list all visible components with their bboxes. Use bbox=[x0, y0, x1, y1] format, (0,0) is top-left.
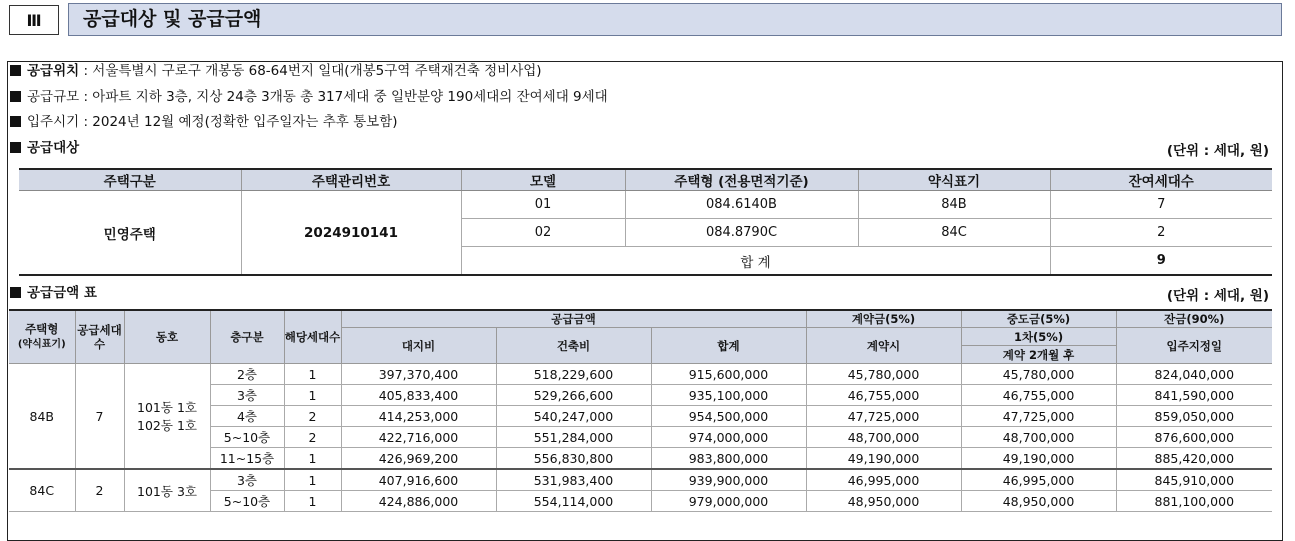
floor-cell: 5~10층 bbox=[210, 491, 284, 512]
price-table bbox=[9, 309, 1272, 512]
col-build: 건축비 bbox=[496, 328, 651, 364]
mid-payment-cell: 48,700,000 bbox=[961, 427, 1116, 448]
units-cell: 1 bbox=[284, 385, 341, 406]
sum-price-cell: 915,600,000 bbox=[651, 364, 806, 385]
sum-price-cell: 954,500,000 bbox=[651, 406, 806, 427]
count-cell: 2 bbox=[1050, 219, 1272, 247]
total-label: 합 계 bbox=[461, 247, 1050, 276]
balance-cell: 824,040,000 bbox=[1116, 364, 1272, 385]
build-price-cell: 556,830,800 bbox=[496, 448, 651, 470]
mid-payment-cell: 47,725,000 bbox=[961, 406, 1116, 427]
model-cell: 01 bbox=[461, 191, 625, 219]
dong-cell bbox=[124, 469, 210, 512]
balance-cell: 841,590,000 bbox=[1116, 385, 1272, 406]
units-cell: 2 bbox=[284, 406, 341, 427]
type-cell: 84C bbox=[9, 469, 75, 512]
deposit-cell: 49,190,000 bbox=[806, 448, 961, 470]
col-mid-sub2: 계약 2개월 후 bbox=[961, 346, 1116, 364]
col-dong: 동호 bbox=[124, 310, 210, 364]
col-balance: 잔금(90%) bbox=[1116, 310, 1272, 328]
build-price-cell: 518,229,600 bbox=[496, 364, 651, 385]
col-balance-sub: 입주지정일 bbox=[1116, 328, 1272, 364]
land-price-cell: 405,833,400 bbox=[341, 385, 496, 406]
sum-price-cell: 939,900,000 bbox=[651, 469, 806, 491]
table-row bbox=[9, 469, 1272, 491]
col-units: 해당세대수 bbox=[284, 310, 341, 364]
balance-cell: 885,420,000 bbox=[1116, 448, 1272, 470]
abbr-cell: 84C bbox=[858, 219, 1050, 247]
floor-cell: 5~10층 bbox=[210, 427, 284, 448]
balance-cell: 859,050,000 bbox=[1116, 406, 1272, 427]
col-model: 모델 bbox=[461, 169, 625, 191]
deposit-cell: 46,755,000 bbox=[806, 385, 961, 406]
table-row bbox=[9, 364, 1272, 385]
supply-target-title: 공급대상 bbox=[10, 139, 79, 157]
build-price-cell: 554,114,000 bbox=[496, 491, 651, 512]
total-count: 9 bbox=[1050, 247, 1272, 276]
supply-count-cell: 2 bbox=[75, 469, 124, 512]
count-cell: 7 bbox=[1050, 191, 1272, 219]
sum-price-cell: 935,100,000 bbox=[651, 385, 806, 406]
floor-cell: 11~15층 bbox=[210, 448, 284, 470]
units-cell: 1 bbox=[284, 469, 341, 491]
deposit-cell: 47,725,000 bbox=[806, 406, 961, 427]
build-price-cell: 540,247,000 bbox=[496, 406, 651, 427]
sum-price-cell: 979,000,000 bbox=[651, 491, 806, 512]
dong-label: 102동 1호 bbox=[137, 418, 197, 433]
mid-payment-cell: 49,190,000 bbox=[961, 448, 1116, 470]
model-cell: 02 bbox=[461, 219, 625, 247]
col-deposit-sub: 계약시 bbox=[806, 328, 961, 364]
floor-cell: 3층 bbox=[210, 385, 284, 406]
land-price-cell: 424,886,000 bbox=[341, 491, 496, 512]
bullet-square-icon bbox=[10, 91, 21, 102]
units-cell: 1 bbox=[284, 364, 341, 385]
deposit-cell: 48,700,000 bbox=[806, 427, 961, 448]
dong-label: 101동 3호 bbox=[137, 483, 197, 499]
balance-cell: 876,600,000 bbox=[1116, 427, 1272, 448]
col-mid-sub: 1차(5%) bbox=[961, 328, 1116, 346]
table-row bbox=[19, 191, 1272, 219]
bullet-square-icon bbox=[10, 116, 21, 127]
mid-payment-cell: 46,995,000 bbox=[961, 469, 1116, 491]
land-price-cell: 414,253,000 bbox=[341, 406, 496, 427]
floor-cell: 3층 bbox=[210, 469, 284, 491]
section-title: 공급대상 및 공급금액 bbox=[68, 3, 1282, 36]
section-number: Ⅲ bbox=[9, 5, 59, 35]
house-type-cell: 민영주택 bbox=[19, 191, 241, 276]
balance-cell: 845,910,000 bbox=[1116, 469, 1272, 491]
bullet-square-icon bbox=[10, 142, 21, 153]
units-cell: 2 bbox=[284, 427, 341, 448]
supply-count-cell: 7 bbox=[75, 364, 124, 470]
bullet-square-icon bbox=[10, 287, 21, 298]
col-abbr: 약식표기 bbox=[858, 169, 1050, 191]
type-cell: 084.8790C bbox=[625, 219, 858, 247]
dong-label: 101동 1호 bbox=[137, 400, 197, 415]
land-price-cell: 397,370,400 bbox=[341, 364, 496, 385]
col-supply-count: 공급세대수 bbox=[75, 310, 124, 364]
info-location: 공급위치 : 서울특별시 구로구 개봉동 68-64번지 일대(개봉5구역 주택재건축 정비사업) bbox=[10, 62, 542, 80]
mid-payment-cell: 45,780,000 bbox=[961, 364, 1116, 385]
type-cell: 084.6140B bbox=[625, 191, 858, 219]
land-price-cell: 422,716,000 bbox=[341, 427, 496, 448]
build-price-cell: 551,284,000 bbox=[496, 427, 651, 448]
balance-cell: 881,100,000 bbox=[1116, 491, 1272, 512]
col-supply-price: 공급금액 bbox=[341, 310, 806, 328]
col-sum: 합계 bbox=[651, 328, 806, 364]
deposit-cell: 46,995,000 bbox=[806, 469, 961, 491]
col-type: 주택형 (전용면적기준) bbox=[625, 169, 858, 191]
build-price-cell: 529,266,600 bbox=[496, 385, 651, 406]
sum-price-cell: 974,000,000 bbox=[651, 427, 806, 448]
land-price-cell: 426,969,200 bbox=[341, 448, 496, 470]
bullet-square-icon bbox=[10, 65, 21, 76]
mid-payment-cell: 46,755,000 bbox=[961, 385, 1116, 406]
units-cell: 1 bbox=[284, 491, 341, 512]
price-table-unit: (단위 : 세대, 원) bbox=[1166, 288, 1269, 304]
mgmt-no-cell: 2024910141 bbox=[241, 191, 461, 276]
mid-payment-cell: 48,950,000 bbox=[961, 491, 1116, 512]
type-cell: 84B bbox=[9, 364, 75, 470]
supply-target-unit: (단위 : 세대, 원) bbox=[1166, 143, 1269, 159]
deposit-cell: 48,950,000 bbox=[806, 491, 961, 512]
info-move-in: 입주시기 : 2024년 12월 예정(정확한 입주일자는 추후 통보함) bbox=[10, 113, 398, 131]
build-price-cell: 531,983,400 bbox=[496, 469, 651, 491]
floor-cell: 4층 bbox=[210, 406, 284, 427]
dong-cell bbox=[124, 364, 210, 470]
abbr-cell: 84B bbox=[858, 191, 1050, 219]
col-land: 대지비 bbox=[341, 328, 496, 364]
col-remaining: 잔여세대수 bbox=[1050, 169, 1272, 191]
info-scale: 공급규모 : 아파트 지하 3층, 지상 24층 3개동 총 317세대 중 일반분양 190세대의 잔여세대 9세대 bbox=[10, 88, 608, 106]
supply-target-table bbox=[19, 168, 1272, 276]
price-table-title: 공급금액 표 bbox=[10, 284, 97, 302]
deposit-cell: 45,780,000 bbox=[806, 364, 961, 385]
units-cell: 1 bbox=[284, 448, 341, 470]
col-type: 주택형 (약식표기) bbox=[9, 310, 75, 364]
col-house-type: 주택구분 bbox=[19, 169, 241, 191]
col-mid: 중도금(5%) bbox=[961, 310, 1116, 328]
land-price-cell: 407,916,600 bbox=[341, 469, 496, 491]
col-floor: 층구분 bbox=[210, 310, 284, 364]
col-mgmt-no: 주택관리번호 bbox=[241, 169, 461, 191]
col-deposit: 계약금(5%) bbox=[806, 310, 961, 328]
sum-price-cell: 983,800,000 bbox=[651, 448, 806, 470]
floor-cell: 2층 bbox=[210, 364, 284, 385]
